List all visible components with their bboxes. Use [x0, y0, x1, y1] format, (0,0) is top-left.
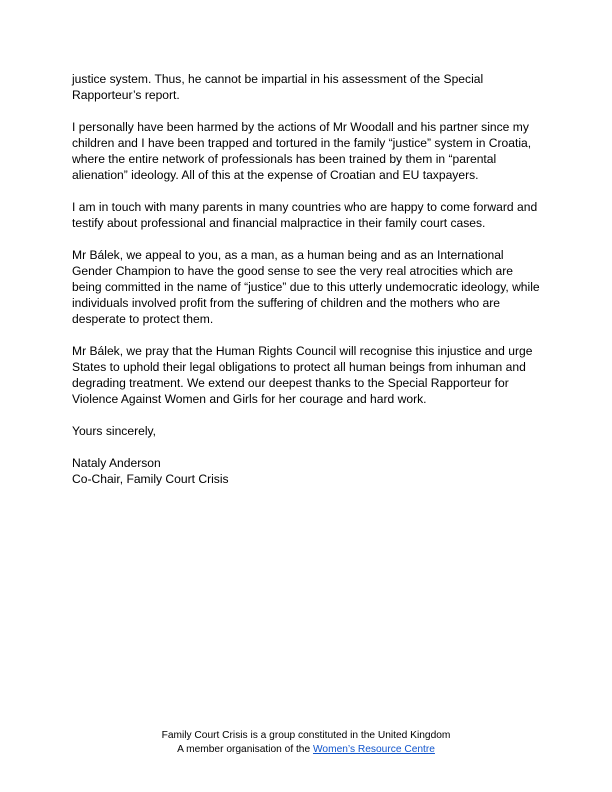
footer-line-2-prefix: A member organisation of the — [177, 744, 313, 755]
closing-salutation: Yours sincerely, — [72, 424, 157, 438]
signatory-name: Nataly Anderson — [72, 456, 161, 470]
paragraph-appeal: Mr Bálek, we appeal to you, as a man, as a human being and as an International Gender Champion to have the good sense to see the very real atrocities which are being committed in the name of “justice” due to this utterly undemocratic ideology, while individuals involved profit from the suffering of children and the mothers who are desperate to protect them. — [72, 248, 540, 326]
paragraph-personal-harm: I personally have been harmed by the actions of Mr Woodall and his partner since my children and I have been trapped and tortured in the family “justice” system in Croatia, where the entire network of professionals has been trained by them in “parental alienation” ideology. All of this at the expense of Croatian and EU taxpayers. — [72, 120, 532, 182]
footer-line-1: Family Court Crisis is a group constituted in the United Kingdom — [161, 730, 451, 741]
signature-block — [72, 455, 542, 487]
footer-line-2 — [0, 743, 612, 757]
page-footer — [0, 729, 612, 757]
paragraph-prayer: Mr Bálek, we pray that the Human Rights Council will recognise this injustice and urge States to uphold their legal obligations to protect all human beings from inhuman and degrading treatment. We extend our deepest thanks to the Special Rapporteur for Violence Against Women and Girls for her courage and hard work. — [72, 344, 533, 406]
letter-body — [72, 71, 542, 503]
signatory-title: Co-Chair, Family Court Crisis — [72, 472, 229, 486]
paragraph-justice-system: justice system. Thus, he cannot be impartial in his assessment of the Special Rapporteur’s report. — [72, 72, 484, 102]
paragraph-parents-contact: I am in touch with many parents in many countries who are happy to come forward and testify about professional and financial malpractice in their family court cases. — [72, 200, 538, 230]
womens-resource-centre-link[interactable]: Women’s Resource Centre — [312, 744, 435, 755]
